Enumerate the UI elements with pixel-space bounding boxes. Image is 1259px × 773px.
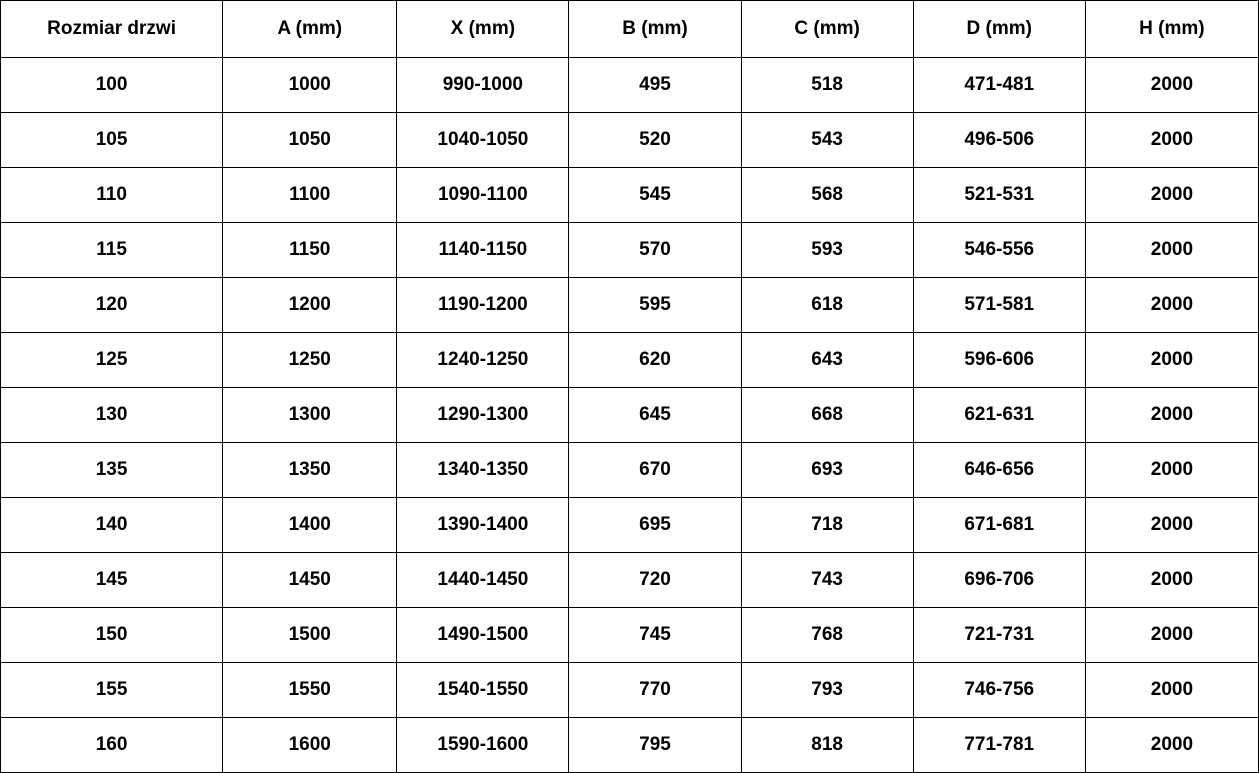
cell-x: 1390-1400 — [397, 498, 569, 553]
cell-a: 1050 — [223, 113, 397, 168]
table-header — [1, 1, 1259, 58]
cell-c: 793 — [741, 663, 913, 718]
table-row — [1, 333, 1259, 388]
table-row — [1, 663, 1259, 718]
cell-h: 2000 — [1085, 553, 1258, 608]
cell-d: 621-631 — [913, 388, 1085, 443]
cell-a: 1100 — [223, 168, 397, 223]
cell-door-size: 145 — [1, 553, 223, 608]
cell-door-size: 100 — [1, 58, 223, 113]
cell-d: 721-731 — [913, 608, 1085, 663]
cell-b: 795 — [569, 718, 741, 773]
cell-d: 696-706 — [913, 553, 1085, 608]
cell-h: 2000 — [1085, 718, 1258, 773]
cell-door-size: 140 — [1, 498, 223, 553]
cell-a: 1250 — [223, 333, 397, 388]
cell-c: 818 — [741, 718, 913, 773]
cell-door-size: 155 — [1, 663, 223, 718]
cell-d: 546-556 — [913, 223, 1085, 278]
cell-a: 1400 — [223, 498, 397, 553]
cell-d: 671-681 — [913, 498, 1085, 553]
cell-x: 990-1000 — [397, 58, 569, 113]
cell-h: 2000 — [1085, 333, 1258, 388]
cell-h: 2000 — [1085, 663, 1258, 718]
cell-x: 1490-1500 — [397, 608, 569, 663]
cell-b: 545 — [569, 168, 741, 223]
cell-b: 695 — [569, 498, 741, 553]
cell-b: 720 — [569, 553, 741, 608]
table-body — [1, 58, 1259, 773]
cell-door-size: 110 — [1, 168, 223, 223]
column-header-b: B (mm) — [569, 1, 741, 58]
cell-door-size: 105 — [1, 113, 223, 168]
cell-x: 1440-1450 — [397, 553, 569, 608]
cell-x: 1040-1050 — [397, 113, 569, 168]
cell-door-size: 120 — [1, 278, 223, 333]
cell-c: 618 — [741, 278, 913, 333]
column-header-x: X (mm) — [397, 1, 569, 58]
cell-d: 496-506 — [913, 113, 1085, 168]
cell-b: 495 — [569, 58, 741, 113]
cell-b: 670 — [569, 443, 741, 498]
table-row — [1, 443, 1259, 498]
cell-x: 1290-1300 — [397, 388, 569, 443]
table-row — [1, 498, 1259, 553]
cell-h: 2000 — [1085, 113, 1258, 168]
cell-d: 746-756 — [913, 663, 1085, 718]
column-header-c: C (mm) — [741, 1, 913, 58]
cell-a: 1600 — [223, 718, 397, 773]
cell-c: 693 — [741, 443, 913, 498]
cell-h: 2000 — [1085, 608, 1258, 663]
cell-c: 593 — [741, 223, 913, 278]
cell-b: 770 — [569, 663, 741, 718]
cell-c: 643 — [741, 333, 913, 388]
cell-b: 745 — [569, 608, 741, 663]
cell-c: 743 — [741, 553, 913, 608]
cell-c: 518 — [741, 58, 913, 113]
cell-c: 568 — [741, 168, 913, 223]
cell-h: 2000 — [1085, 278, 1258, 333]
column-header-door-size: Rozmiar drzwi — [1, 1, 223, 58]
cell-x: 1590-1600 — [397, 718, 569, 773]
column-header-d: D (mm) — [913, 1, 1085, 58]
cell-a: 1000 — [223, 58, 397, 113]
cell-x: 1140-1150 — [397, 223, 569, 278]
cell-a: 1550 — [223, 663, 397, 718]
cell-b: 595 — [569, 278, 741, 333]
cell-d: 771-781 — [913, 718, 1085, 773]
cell-d: 596-606 — [913, 333, 1085, 388]
cell-a: 1450 — [223, 553, 397, 608]
cell-b: 520 — [569, 113, 741, 168]
table-row — [1, 278, 1259, 333]
cell-door-size: 115 — [1, 223, 223, 278]
cell-b: 645 — [569, 388, 741, 443]
cell-door-size: 160 — [1, 718, 223, 773]
cell-door-size: 135 — [1, 443, 223, 498]
column-header-h: H (mm) — [1085, 1, 1258, 58]
column-header-a: A (mm) — [223, 1, 397, 58]
cell-x: 1240-1250 — [397, 333, 569, 388]
cell-c: 768 — [741, 608, 913, 663]
cell-x: 1090-1100 — [397, 168, 569, 223]
table-row — [1, 58, 1259, 113]
cell-d: 521-531 — [913, 168, 1085, 223]
cell-b: 570 — [569, 223, 741, 278]
cell-door-size: 150 — [1, 608, 223, 663]
cell-c: 718 — [741, 498, 913, 553]
cell-h: 2000 — [1085, 58, 1258, 113]
cell-h: 2000 — [1085, 223, 1258, 278]
cell-x: 1340-1350 — [397, 443, 569, 498]
cell-x: 1190-1200 — [397, 278, 569, 333]
cell-c: 543 — [741, 113, 913, 168]
table-row — [1, 168, 1259, 223]
cell-door-size: 130 — [1, 388, 223, 443]
cell-a: 1350 — [223, 443, 397, 498]
table-row — [1, 113, 1259, 168]
table-row — [1, 223, 1259, 278]
cell-a: 1300 — [223, 388, 397, 443]
table-row — [1, 608, 1259, 663]
cell-h: 2000 — [1085, 443, 1258, 498]
table-header-row — [1, 1, 1259, 58]
cell-h: 2000 — [1085, 168, 1258, 223]
table-row — [1, 718, 1259, 773]
cell-door-size: 125 — [1, 333, 223, 388]
table-row — [1, 388, 1259, 443]
cell-x: 1540-1550 — [397, 663, 569, 718]
table-row — [1, 553, 1259, 608]
cell-d: 646-656 — [913, 443, 1085, 498]
cell-h: 2000 — [1085, 388, 1258, 443]
cell-h: 2000 — [1085, 498, 1258, 553]
cell-a: 1150 — [223, 223, 397, 278]
cell-d: 471-481 — [913, 58, 1085, 113]
cell-a: 1500 — [223, 608, 397, 663]
cell-a: 1200 — [223, 278, 397, 333]
cell-b: 620 — [569, 333, 741, 388]
cell-c: 668 — [741, 388, 913, 443]
cell-d: 571-581 — [913, 278, 1085, 333]
